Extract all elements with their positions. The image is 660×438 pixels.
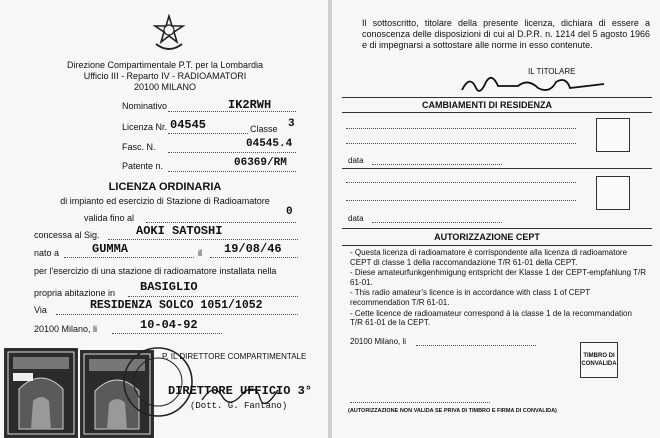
classe-label: Classe — [250, 124, 278, 134]
nato-date-line — [210, 257, 298, 258]
cept-title: AUTORIZZAZIONE CEPT — [434, 232, 540, 242]
abitazione-value: BASIGLIO — [140, 280, 198, 294]
licenza-value: 04545 — [170, 118, 207, 132]
licenza-line — [168, 133, 248, 134]
date-value: 10-04-92 — [140, 318, 198, 332]
concessa-label: concessa al Sig. — [34, 230, 100, 240]
residenza-1-stamp-box — [596, 118, 630, 152]
cept-title-rule — [342, 245, 652, 246]
director-label: P. IL DIRETTORE COMPARTIMENTALE — [162, 352, 307, 361]
nato-place: GUMMA — [92, 242, 129, 256]
residenza-1-data-label: data — [348, 156, 364, 165]
esercizio-text: per l'esercizio di una stazione di radioamatore installata nella — [34, 266, 277, 276]
stamp-1-icon — [5, 349, 77, 437]
date-line — [112, 333, 222, 334]
cept-footer-note: (AUTORIZZAZIONE NON VALIDA SE PRIVA DI TIMBRO E FIRMA DI CONVALIDA) — [348, 408, 557, 414]
cept-item-de: - Diese amateurfunkgenhmigung entspricht der Klasse 1 der CEPT-empfahlung T/R 61-01. — [350, 268, 647, 287]
cept-item-en: - This radio amateur's licence is in accordance with class 1 of CEPT recommendation T/R 61-01. — [350, 288, 590, 307]
cept-date-line — [416, 345, 536, 346]
classe-value: 3 — [288, 118, 295, 130]
residenza-1-line-2 — [346, 143, 576, 144]
director-name: (Dott. G. Fantano) — [190, 401, 288, 411]
nato-line — [64, 257, 194, 258]
date-label: 20100 Milano, li — [34, 324, 98, 334]
residenza-title: CAMBIAMENTI DI RESIDENZA — [422, 100, 552, 110]
titolare-label: IL TITOLARE — [528, 67, 576, 76]
via-label: Via — [34, 305, 47, 315]
license-right-page — [332, 0, 660, 438]
italian-emblem-icon — [152, 14, 186, 52]
residenza-top-rule — [342, 97, 652, 98]
residenza-2-line-2 — [346, 200, 576, 201]
titolare-signature-icon — [458, 72, 608, 98]
header-line-2: Ufficio III - Reparto IV - RADIOAMATORI — [83, 71, 247, 81]
license-title: LICENZA ORDINARIA — [108, 181, 222, 193]
concessa-value: AOKI SATOSHI — [136, 224, 223, 238]
cept-top-rule — [342, 228, 652, 229]
header-line-3: 20100 MILANO — [133, 82, 197, 92]
postmark-icon — [118, 342, 198, 422]
cept-signature-line — [350, 402, 490, 403]
licenza-label: Licenza Nr. — [122, 122, 168, 132]
nato-date: 19/08/46 — [224, 242, 282, 256]
nominativo-line — [168, 111, 296, 112]
concessa-line — [108, 239, 298, 240]
office-header — [30, 60, 300, 93]
license-subtitle: di impianto ed esercizio di Stazione di Radioamatore — [60, 196, 270, 206]
revenue-stamp-1 — [4, 348, 78, 438]
license-left-page — [0, 0, 328, 438]
residenza-2-data-line — [372, 222, 502, 223]
nato-il: il — [198, 248, 202, 258]
director-stamp: DIRETTORE UFFICIO 3° — [168, 384, 313, 398]
cept-text — [350, 248, 646, 328]
director-signature-icon — [200, 378, 280, 408]
valida-label: valida fino al — [84, 213, 135, 223]
fasc-label: Fasc. N. — [122, 142, 156, 152]
header-line-1: Direzione Compartimentale P.T. per la Lombardia — [67, 60, 263, 70]
residenza-2-data-label: data — [348, 214, 364, 223]
residenza-divider — [342, 168, 652, 169]
residenza-title-rule — [342, 112, 652, 113]
residenza-2-stamp-box — [596, 176, 630, 210]
nato-label: nato a — [34, 248, 60, 258]
cept-item-it: - Questa licenza di radioamatore è corrispondente alla licenza di radioamatore CEPT di classe 1 della raccomandazione T/R 61-01 della CEPT. — [350, 248, 628, 267]
valida-value: 0 — [286, 206, 293, 218]
declaration-text: Il sottoscritto, titolare della presente licenza, dichiara di essere a conoscenza delle disposizioni di cui al D.P.R. n. 1214 del 5 agosto 1966 e di impegnarsi a sottostare alle norme in esso contenute. — [362, 18, 650, 50]
residenza-1-data-line — [372, 164, 502, 165]
patente-label: Patente n. — [122, 161, 164, 171]
via-value: RESIDENZA SOLCO 1051/1052 — [90, 299, 263, 312]
cept-date-label: 20100 Milano, li — [350, 337, 407, 346]
patente-line — [168, 171, 296, 172]
residenza-1-line-1 — [346, 128, 576, 129]
patente-value: 06369/RM — [234, 157, 287, 169]
residenza-2-line-1 — [346, 182, 576, 183]
abitazione-line — [128, 296, 298, 297]
via-line — [56, 314, 298, 315]
fasc-line — [168, 152, 296, 153]
abitazione-label: propria abitazione in — [34, 288, 116, 298]
cept-item-fr: - Cette licence de radioamateur correspond à la classe 1 de la recommandation T/R 61-01 de la CEPT. — [350, 308, 632, 328]
fasc-value: 04545.4 — [246, 138, 293, 150]
timbro-convalida-label: TIMBRO DI CONVALIDA — [581, 353, 617, 367]
timbro-convalida-box — [580, 342, 618, 378]
nominativo-label: Nominativo — [122, 101, 168, 111]
nominativo-value: IK2RWH — [228, 98, 272, 112]
valida-line — [146, 222, 296, 223]
